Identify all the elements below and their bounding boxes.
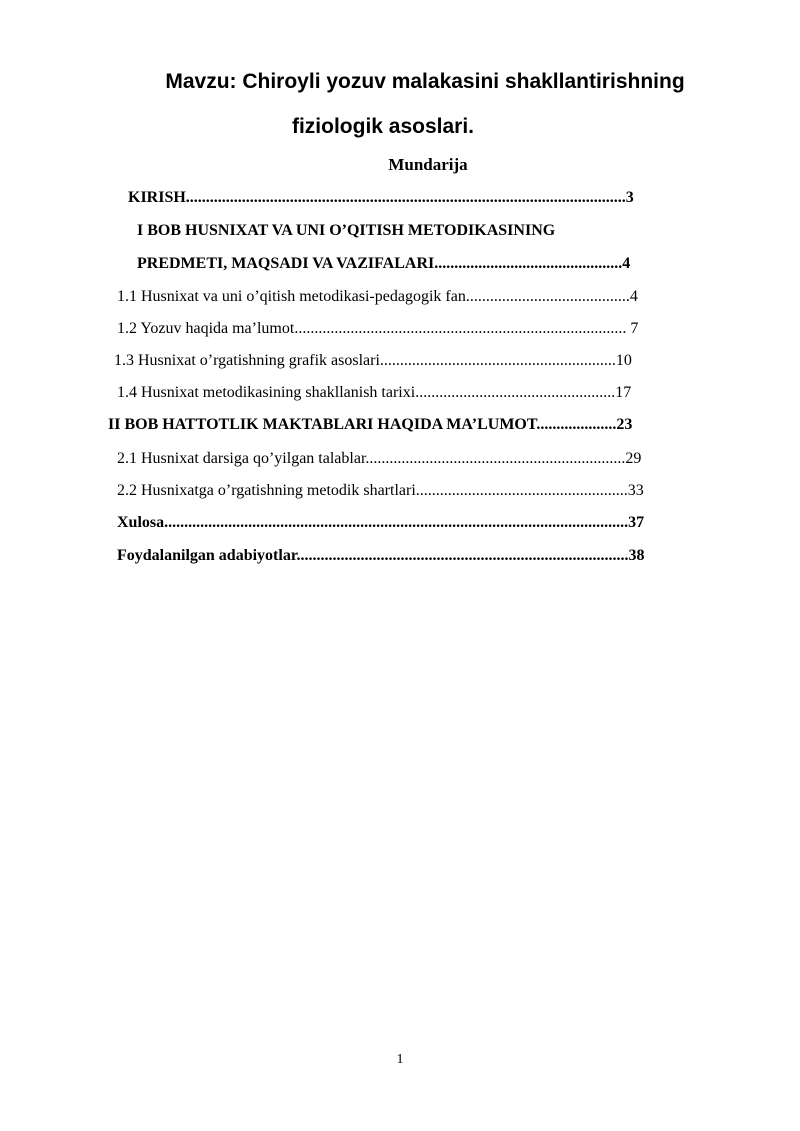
toc-entry-xulosa: Xulosa....................................................................................................................37 [117, 514, 645, 531]
toc-entry-bob2: II BOB HATTOTLIK MAKTABLARI HAQIDA MA’LUMOT....................23 [108, 416, 633, 433]
toc-entry-1-1: 1.1 Husnixat va uni o’qitish metodikasi-pedagogik fan.........................................4 [117, 288, 638, 305]
toc-heading: Mundarija [388, 155, 468, 174]
toc-entry-1-3: 1.3 Husnixat o’rgatishning grafik asoslari...........................................................10 [114, 352, 632, 369]
toc-entry-1-2: 1.2 Yozuv haqida ma’lumot................................................................................... 7 [117, 320, 639, 337]
toc-entry-2-2: 2.2 Husnixatga o’rgatishning metodik shartlari.....................................................33 [117, 482, 644, 499]
toc-entry-2-1: 2.1 Husnixat darsiga qo’yilgan talablar.................................................................29 [117, 450, 642, 467]
title-line-2: fiziologik asoslari. [291, 115, 475, 138]
page-number: 1 [396, 1052, 404, 1067]
toc-entry-bob1-line2: PREDMETI, MAQSADI VA VAZIFALARI...............................................4 [137, 255, 631, 272]
toc-entry-adabiyotlar: Foydalanilgan adabiyotlar...................................................................................38 [117, 547, 645, 564]
toc-entry-1-4: 1.4 Husnixat metodikasining shakllanish tarixi..................................................17 [117, 384, 632, 401]
title-line-1: Mavzu: Chiroyli yozuv malakasini shakllantirishning [165, 70, 685, 93]
toc-entry-bob1-line1: I BOB HUSNIXAT VA UNI O’QITISH METODIKASINING [137, 222, 556, 239]
toc-entry-kirish: KIRISH..............................................................................................................3 [128, 189, 634, 206]
